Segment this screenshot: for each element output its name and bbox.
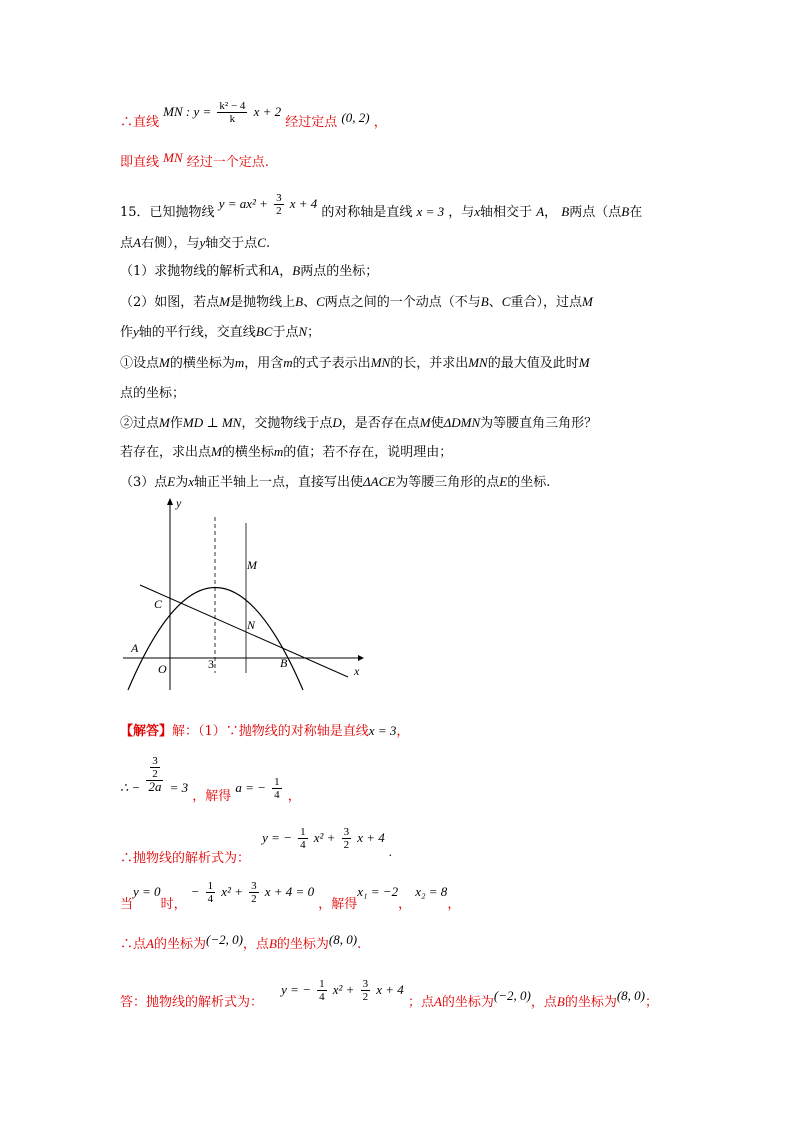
text-segment: 的式子表示出 (292, 356, 371, 371)
text-segment: . (265, 236, 271, 251)
question-3 (120, 473, 550, 492)
math-expression: B (268, 936, 277, 951)
question-1 (120, 262, 378, 281)
fraction-numerator: 3 (343, 826, 350, 838)
text-segment: 轴正半轴上一点，直接写出使 (194, 475, 364, 490)
math-expression: . (388, 844, 393, 859)
math-expression: MN : y = (163, 104, 212, 119)
text-segment: 两点的坐标； (300, 264, 379, 279)
math-expression: x + 4 (357, 830, 385, 845)
math-expression: M (159, 355, 170, 370)
math-expression: C (501, 294, 511, 309)
math-expression: = 3 (169, 779, 189, 795)
question-2-part-2-line-2 (120, 443, 452, 462)
math-expression: x (188, 474, 195, 489)
math-expression: D (332, 415, 342, 430)
fraction (274, 192, 284, 217)
math-expression: (8, 0) (616, 988, 646, 1003)
text-segment: 经过定点 (285, 115, 338, 130)
math-expression: C (257, 235, 266, 250)
text-segment: ，与 (448, 205, 475, 220)
math-expression: m (283, 355, 293, 370)
math-expression: A (536, 204, 545, 219)
text-segment: ， (287, 788, 301, 804)
math-expression: ΔDMN (443, 415, 481, 430)
fraction (298, 826, 308, 851)
text-segment: ，解得 (192, 788, 232, 804)
fraction-denominator: 4 (207, 893, 214, 905)
text-segment: 作 (169, 416, 183, 431)
question-2-line-1 (120, 293, 593, 312)
text-segment: 为等腰三角形的点 (395, 475, 500, 490)
math-expression: x₁ = −2 (357, 884, 399, 899)
question-2-line-2 (120, 323, 320, 342)
math-expression: BC (255, 324, 273, 339)
fraction-denominator: 4 (274, 788, 280, 801)
math-expression: x² + (221, 884, 243, 899)
text-segment: 即直线 (120, 155, 160, 170)
text-segment: 两点（点 (569, 205, 622, 220)
label-a: A (131, 641, 139, 655)
text-segment: 答：抛物线的解析式为： (120, 995, 264, 1010)
math-expression: M (578, 355, 590, 370)
fraction-denominator: 2 (152, 768, 158, 780)
math-expression: MN (370, 355, 391, 370)
text-segment: 当 (120, 897, 134, 912)
math-expression: ΔACE (363, 474, 396, 489)
math-expression: E (499, 474, 508, 489)
text-segment: 若存在，求出点 (120, 445, 212, 460)
math-expression: x₂ = 8 (415, 884, 448, 899)
text-segment: 作 (120, 325, 134, 340)
math-expression: y (133, 324, 139, 339)
fraction-denominator: 4 (300, 839, 306, 851)
text-segment: 、 (303, 295, 317, 310)
math-expression: x² + (313, 830, 336, 845)
text-segment: 解：（1）∵抛物线的对称轴是直线 (172, 724, 369, 739)
fraction-numerator: 3 (276, 192, 282, 204)
label-o: O (158, 662, 167, 676)
math-expression: B (480, 294, 489, 309)
text-segment: ①设点 (120, 356, 160, 371)
math-expression: A (433, 994, 442, 1009)
text-segment: 是抛物线上 (230, 295, 296, 310)
text-segment: 两点之间的一个动点（不与 (324, 295, 481, 310)
text-segment: 于点 (272, 325, 299, 340)
math-expression: C (316, 294, 325, 309)
compound-fraction (146, 755, 163, 793)
fraction-denominator: 2 (362, 991, 369, 1003)
parabola-figure (118, 495, 368, 695)
math-expression: M (159, 415, 170, 430)
math-expression: N (298, 324, 308, 339)
text-segment: （2）如图，若点 (120, 295, 220, 310)
math-expression: A (146, 936, 154, 951)
conclusion-line-2 (120, 150, 269, 172)
text-segment: 在 (629, 205, 643, 220)
math-expression: y = ax² + (218, 196, 268, 211)
math-expression: y = − (262, 830, 292, 845)
answer-line-3 (120, 826, 393, 866)
text-segment: 点 (120, 236, 134, 251)
label-c: C (154, 597, 163, 611)
text-segment: 的值；若不存在，说明理由； (283, 445, 453, 460)
text-segment: ， (544, 205, 558, 220)
math-expression: y = 0 (133, 884, 161, 899)
text-segment: ，是否存在点 (341, 416, 420, 431)
text-segment: （1）求抛物线的解析式和 (120, 264, 272, 279)
problem-line-1 (120, 192, 643, 225)
math-expression: MN (468, 355, 488, 370)
math-expression: m (273, 444, 284, 459)
math-expression: y = − (281, 982, 311, 997)
math-expression: − (190, 884, 200, 899)
math-expression: A (133, 235, 141, 250)
text-segment: 的坐标为 (441, 995, 494, 1010)
text-segment: . (357, 937, 362, 952)
fraction-denominator: 2a (148, 779, 162, 794)
question-2-part-2-line-1 (120, 414, 597, 433)
fraction-numerator: 1 (274, 775, 280, 788)
text-segment: ；点 (407, 995, 434, 1010)
fraction (342, 826, 352, 851)
label-three: 3 (208, 657, 214, 671)
math-expression: B (561, 204, 570, 219)
text-segment: 的坐标为 (564, 995, 617, 1010)
text-segment: 、 (488, 295, 502, 310)
math-expression: m (234, 355, 245, 370)
y-axis-arrow (167, 498, 173, 505)
text-segment: 右侧），与 (140, 236, 200, 251)
label-y: y (176, 496, 182, 510)
text-segment: ，解得 (318, 897, 358, 912)
text-segment: ， (447, 897, 461, 912)
math-expression: x² + (332, 982, 355, 997)
fraction (217, 100, 247, 125)
math-expression: x + 4 (289, 196, 318, 211)
fraction-denominator: 2 (276, 205, 282, 217)
fraction-numerator: 3 (251, 880, 257, 892)
problem-number: 15．已知抛物线 (120, 205, 215, 220)
text-segment: ，用含 (244, 356, 284, 371)
label-m: M (247, 558, 257, 572)
text-segment: ， (373, 115, 387, 130)
text-segment: 轴相交于 (480, 205, 533, 220)
answer-tag: 【解答】 (120, 724, 173, 739)
fraction-denominator: 2 (251, 893, 257, 905)
label-b: B (280, 656, 288, 670)
answer-line-4 (120, 880, 461, 912)
math-expression: x = 3 (368, 723, 397, 738)
text-segment: 的坐标. (507, 475, 551, 490)
text-segment: 点的坐标； (120, 386, 186, 401)
problem-line-2 (120, 234, 270, 253)
inner-fraction (150, 755, 160, 780)
math-expression: x + 4 (376, 982, 404, 997)
math-expression: x = 3 (416, 204, 445, 219)
text-segment: 为 (175, 475, 189, 490)
answer-line-2 (120, 755, 301, 804)
text-segment: 的最大值及此时 (487, 356, 579, 371)
label-x: x (354, 664, 360, 678)
math-expression: E (167, 474, 176, 489)
math-expression: x + 2 (253, 104, 282, 119)
text-segment: 的横坐标为 (169, 356, 235, 371)
text-segment: 轴的平行线，交直线 (138, 325, 256, 340)
fraction-numerator: 1 (319, 978, 325, 990)
text-segment: 的横坐标 (221, 445, 274, 460)
math-expression: B (292, 263, 301, 278)
text-segment: ，交抛物线于点 (241, 416, 333, 431)
math-expression: B (295, 294, 304, 309)
answer-line-6 (120, 978, 659, 1010)
text-segment: 轴交于点 (205, 236, 258, 251)
text-segment: ∴直线 (120, 115, 160, 130)
fraction-denominator: k (229, 113, 236, 125)
text-segment: 的坐标为 (153, 937, 206, 952)
text-segment: ； (645, 995, 659, 1010)
math-expression: M (581, 294, 593, 309)
fraction-numerator: 1 (207, 880, 214, 892)
math-expression: M (219, 294, 231, 309)
answer-line-1 (120, 722, 409, 741)
question-2-part-1-line-2 (120, 385, 185, 403)
math-expression: (−2, 0) (205, 932, 243, 947)
math-expression: M (419, 415, 431, 430)
math-expression: y (199, 235, 206, 250)
math-expression: a = − (235, 779, 266, 795)
fraction (317, 978, 327, 1003)
math-expression: MD ⊥ MN (182, 415, 242, 430)
fraction-numerator: 1 (300, 826, 306, 838)
text-segment: ，点 (530, 995, 557, 1010)
fraction-numerator (146, 755, 163, 781)
text-segment: 的对称轴是直线 (321, 205, 413, 220)
text-segment: 经过一个定点. (186, 155, 269, 170)
text-segment: （3）点 (120, 475, 168, 490)
conclusion-line-1 (120, 100, 387, 135)
math-expression: (8, 0) (328, 932, 358, 947)
text-segment: ， (279, 264, 293, 279)
fraction-numerator: k² − 4 (219, 100, 246, 112)
text-segment: 的长，并求出 (390, 356, 469, 371)
fraction-numerator: 3 (152, 755, 158, 767)
text-segment: 的坐标为 (276, 937, 329, 952)
fraction (206, 880, 216, 905)
answer-line-5 (120, 932, 362, 954)
text-segment: ； (307, 325, 321, 340)
text-segment: 为等腰直角三角形？ (480, 416, 598, 431)
fraction-numerator: 3 (362, 978, 369, 990)
math-expression: (−2, 0) (493, 988, 531, 1003)
text-segment: 使 (430, 416, 444, 431)
math-expression: B (556, 994, 565, 1009)
text-segment: ②过点 (120, 416, 160, 431)
math-expression: A (271, 263, 280, 278)
text-segment: ，点 (242, 937, 269, 952)
math-expression: x (474, 204, 481, 219)
math-expression: ∴ − (120, 779, 141, 795)
fraction-denominator: 4 (319, 991, 325, 1003)
question-2-part-1-line-1 (120, 354, 590, 373)
fraction (249, 880, 259, 905)
text-segment: ， (398, 897, 412, 912)
x-axis-arrow (358, 655, 364, 661)
fraction-denominator: 2 (343, 839, 350, 851)
math-expression: M (211, 444, 222, 459)
math-expression: MN (163, 150, 183, 165)
text-segment: ∴抛物线的解析式为： (120, 851, 251, 866)
text-segment: 时， (160, 897, 187, 912)
math-expression: (0, 2) (341, 110, 370, 125)
text-segment: ∴点 (120, 937, 147, 952)
text-segment: 重合），过点 (510, 295, 582, 310)
math-expression: x + 4 = 0 (264, 884, 315, 899)
fraction (272, 776, 282, 801)
text-segment: ， (396, 724, 410, 739)
fraction (361, 978, 371, 1003)
label-n: N (247, 618, 256, 632)
math-expression: B (621, 204, 630, 219)
